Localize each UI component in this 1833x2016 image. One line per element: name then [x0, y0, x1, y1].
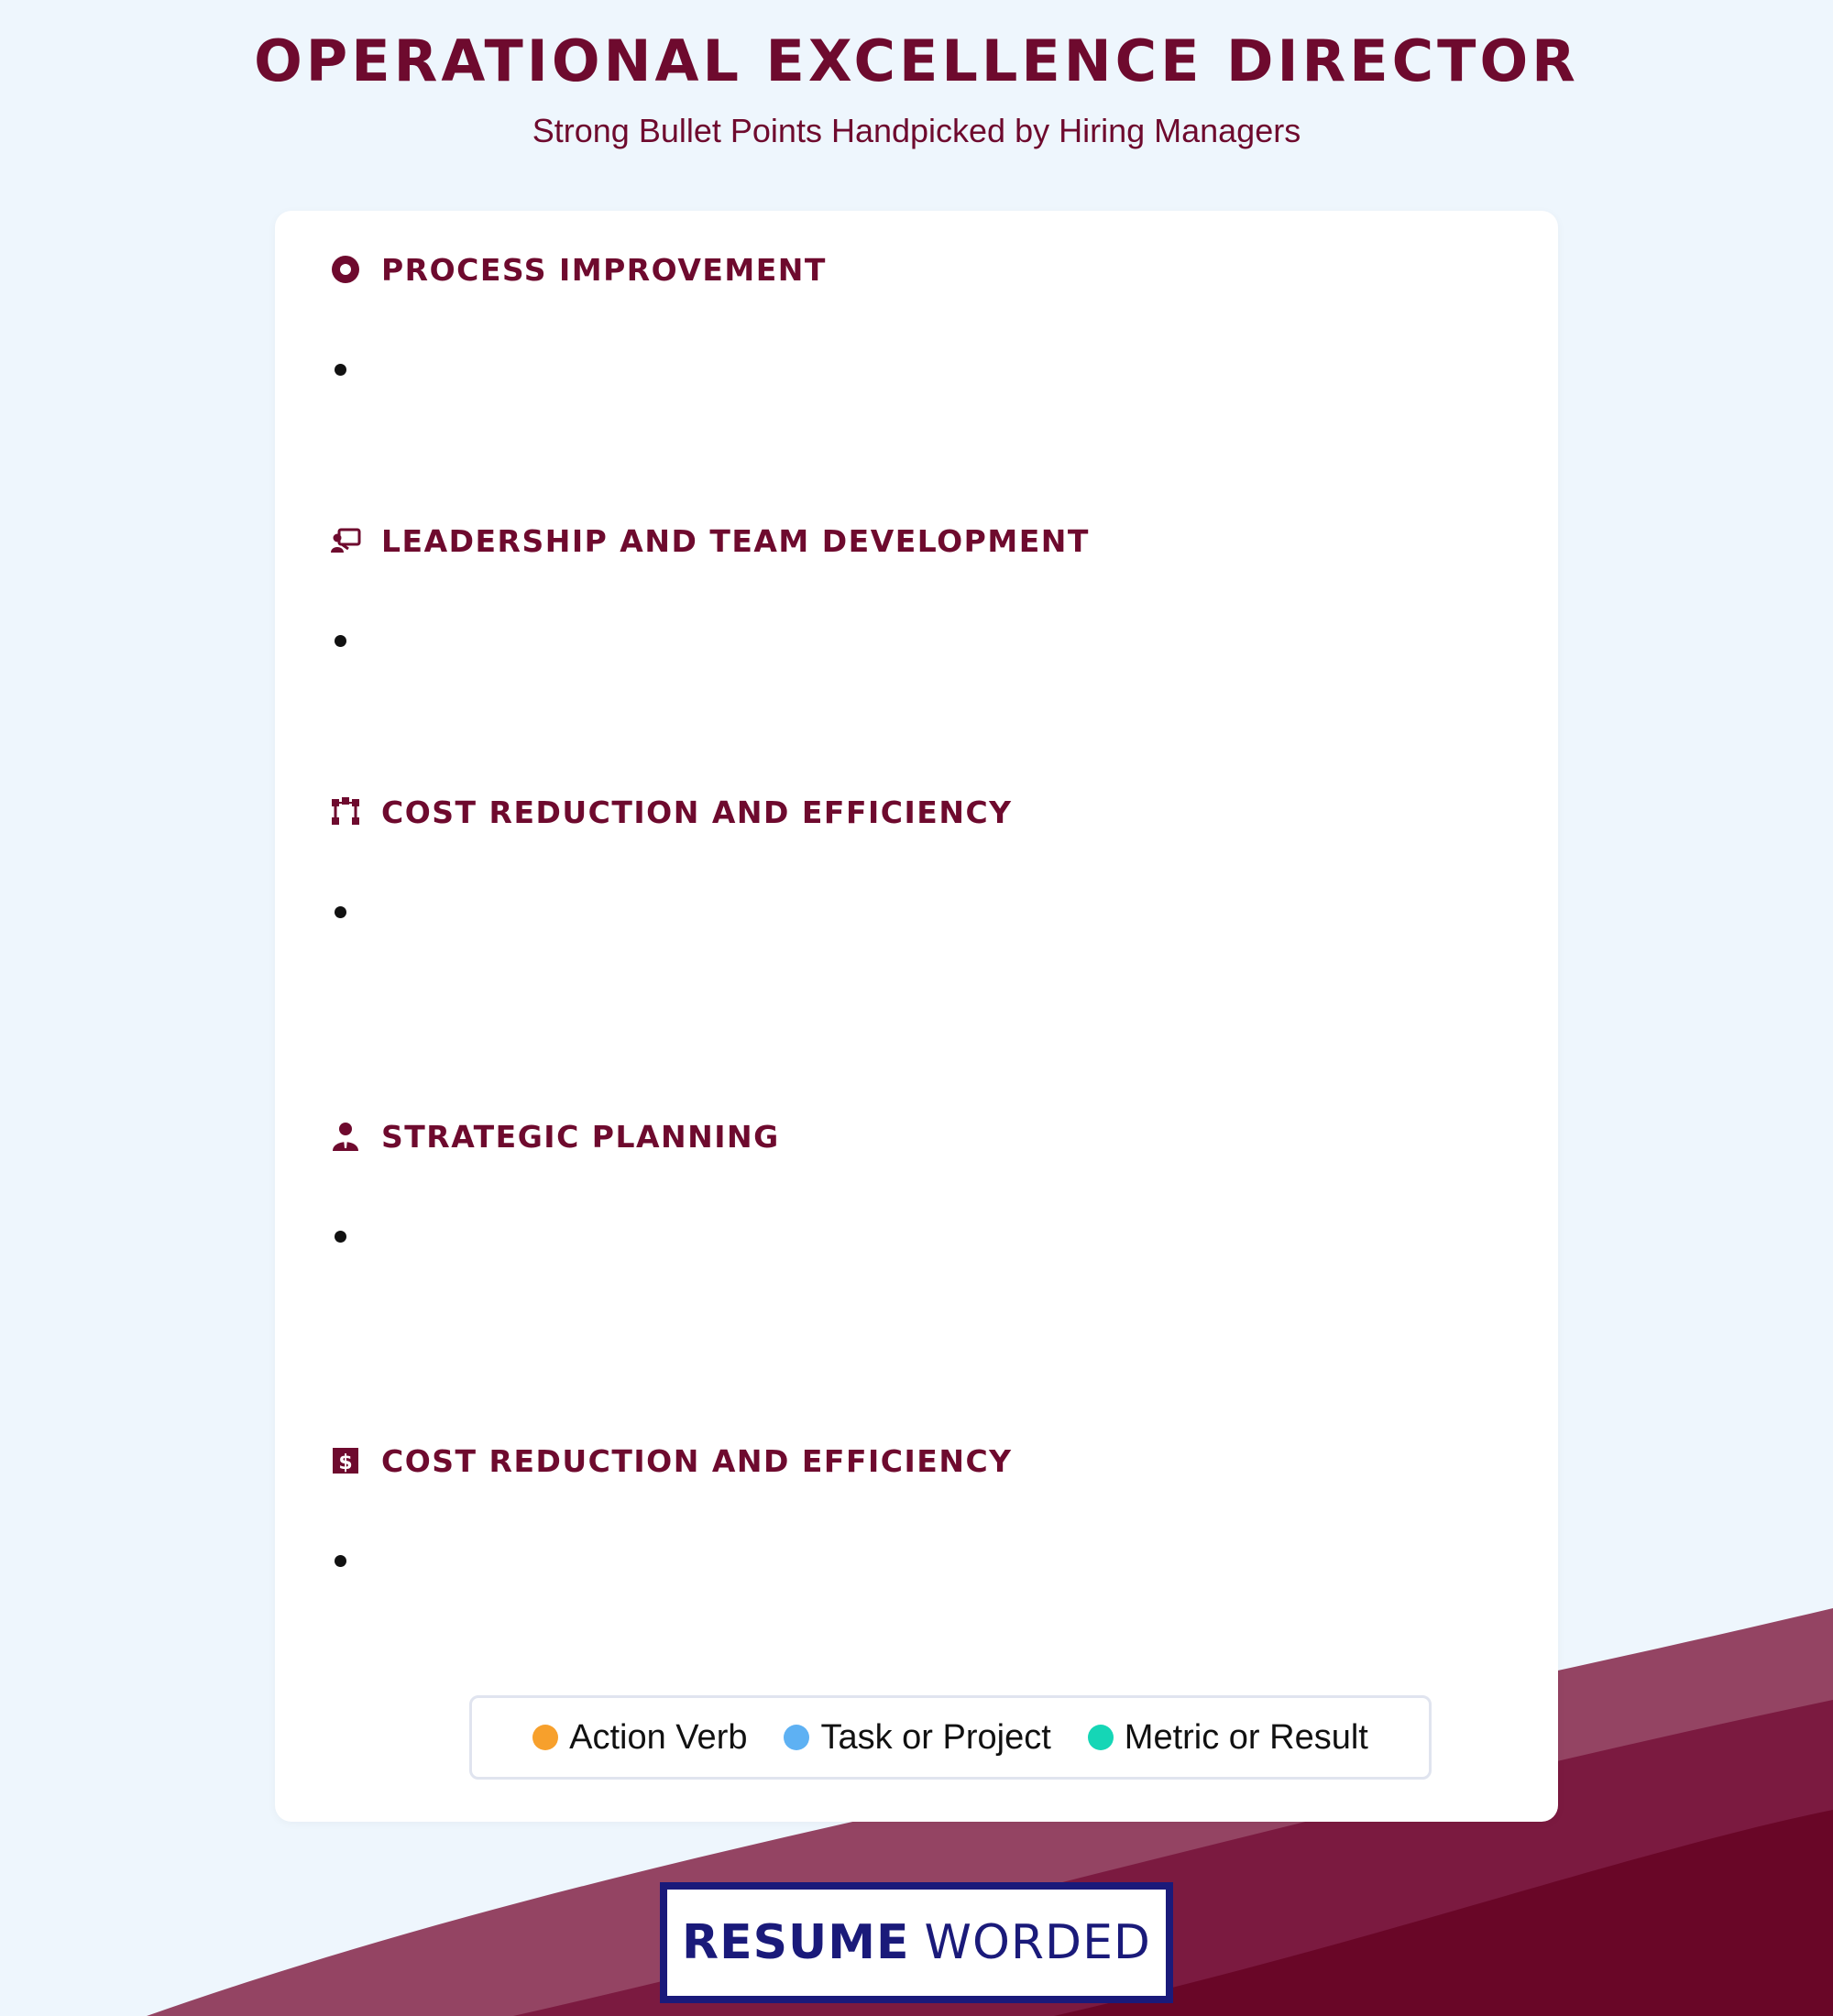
section-header — [330, 249, 827, 290]
section-header — [330, 1116, 780, 1156]
orange-dot-icon — [532, 1725, 558, 1750]
section-header — [330, 520, 1090, 561]
svg-text:$: $ — [338, 1452, 353, 1474]
section-title: COST REDUCTION AND EFFICIENCY — [381, 794, 1013, 830]
dollar-box-icon — [330, 1445, 361, 1476]
legend-item-task — [784, 1718, 1050, 1758]
bullet-points-card — [275, 211, 1558, 1822]
section-title: COST REDUCTION AND EFFICIENCY — [381, 1442, 1013, 1479]
bullet-dot — [335, 906, 346, 918]
legend-label: Task or Project — [820, 1717, 1051, 1757]
presentation-icon — [330, 525, 361, 556]
legend-label: Action Verb — [569, 1717, 748, 1757]
section-header — [330, 792, 1013, 832]
logo-bold-text: RESUME — [682, 1915, 910, 1970]
resume-worded-logo[interactable] — [660, 1882, 1173, 2003]
bullet-dot — [335, 1555, 346, 1567]
legend-item-metric — [1088, 1718, 1368, 1758]
bullet-dot — [335, 364, 346, 376]
bullet-dot — [335, 635, 346, 647]
logo-light-text: WORDED — [924, 1915, 1151, 1970]
network-nodes-icon — [330, 796, 361, 827]
legend-label: Metric or Result — [1124, 1717, 1368, 1757]
section-title: PROCESS IMPROVEMENT — [381, 251, 827, 288]
highlight-legend — [469, 1695, 1432, 1780]
person-tie-icon — [330, 1121, 361, 1152]
page-subtitle: Strong Bullet Points Handpicked by Hiring Managers — [532, 112, 1301, 149]
section-header — [330, 1441, 1013, 1481]
legend-item-verb — [532, 1718, 747, 1758]
blue-dot-icon — [784, 1725, 809, 1750]
section-title: STRATEGIC PLANNING — [381, 1118, 780, 1155]
teal-dot-icon — [1088, 1725, 1114, 1750]
target-circle-icon — [330, 254, 361, 285]
section-title: LEADERSHIP AND TEAM DEVELOPMENT — [381, 522, 1090, 559]
page-title: OPERATIONAL EXCELLENCE DIRECTOR — [254, 27, 1579, 94]
bullet-dot — [335, 1231, 346, 1243]
